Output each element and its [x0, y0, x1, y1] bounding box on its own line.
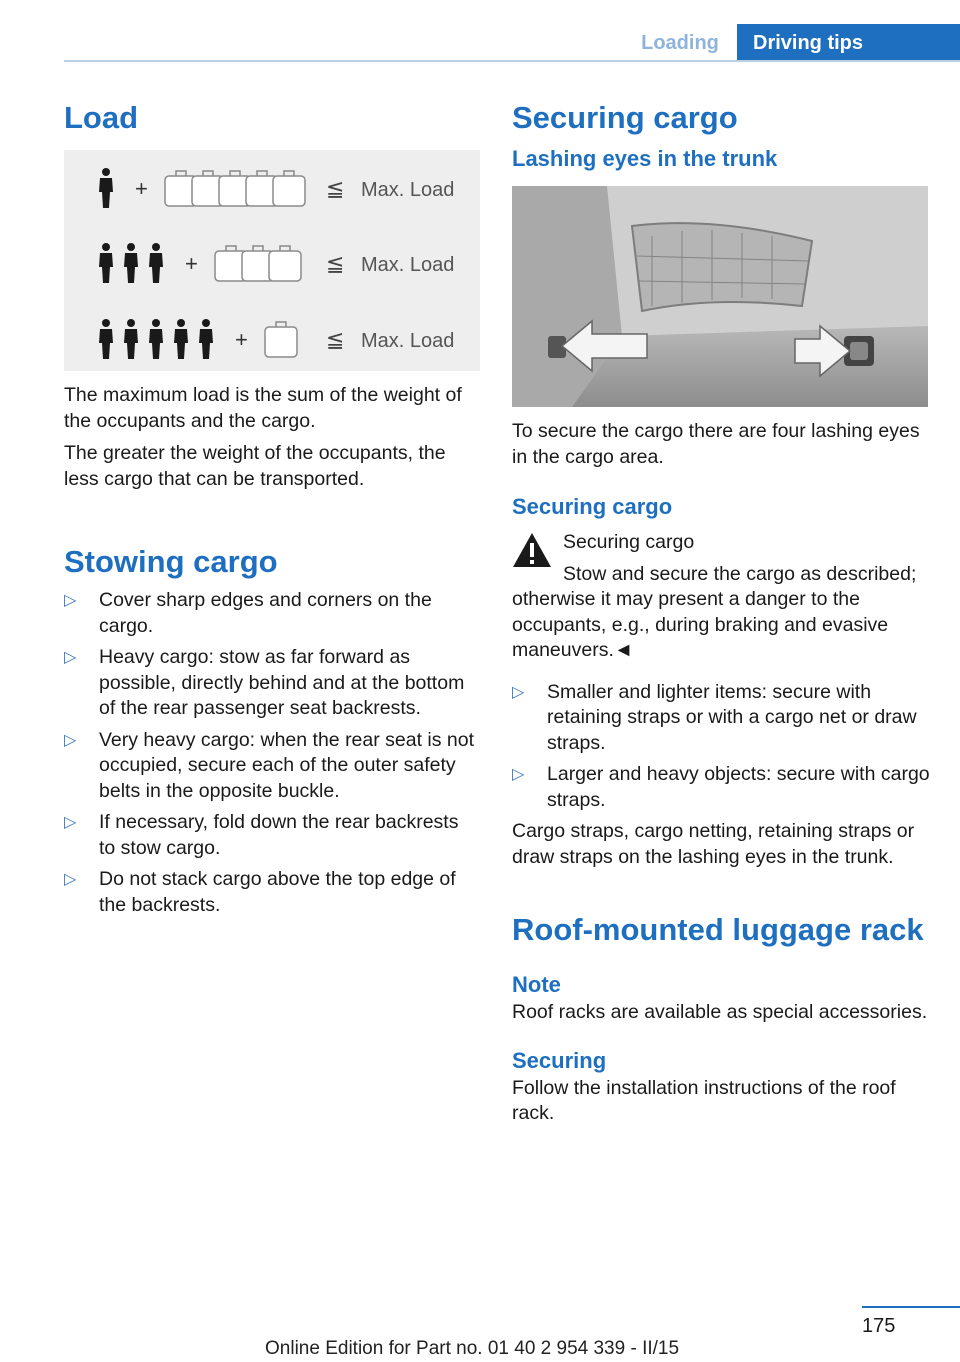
trunk-photo: [512, 186, 928, 407]
list-item: ▷ Very heavy cargo: when the rear seat is not occupied, secure each of the outer safety belts in the opposite buckle.: [64, 728, 475, 802]
note-paragraph: Roof racks are available as special accessories.: [512, 1001, 928, 1023]
suitcase-icon: [265, 322, 297, 357]
load-title: Load: [64, 100, 139, 135]
list-item: ▷ Cover sharp edges and corners on the cargo.: [64, 589, 432, 637]
person-icon: [174, 319, 188, 359]
person-icon: [124, 243, 138, 283]
leq-sign: ≦: [326, 328, 345, 353]
bullet-icon: ▷: [64, 814, 77, 831]
note-title: Note: [512, 972, 561, 997]
right-column: [512, 96, 932, 1127]
suitcase-icon: [269, 246, 301, 281]
bullet-icon: ▷: [512, 766, 525, 783]
tab-loading[interactable]: Loading: [641, 32, 719, 54]
roof-title: Roof-mounted luggage rack: [512, 912, 924, 947]
stowing-title: Stowing cargo: [64, 544, 278, 579]
bullet-icon: ▷: [64, 592, 77, 609]
edition-text: Online Edition for Part no. 01 40 2 954 339 - II/15: [265, 1338, 680, 1359]
suitcase-icon: [273, 171, 305, 206]
load-diagram: [64, 150, 480, 371]
max-load-label: Max. Load: [361, 330, 455, 352]
stowing-list: [64, 588, 480, 918]
bullet-icon: ▷: [64, 871, 77, 888]
plus-sign: +: [185, 251, 198, 276]
person-icon: [99, 319, 113, 359]
bullet-icon: ▷: [512, 683, 525, 701]
securing2-paragraph: Follow the installation instructions of the roof rack.: [512, 1076, 896, 1124]
securing-title: Securing cargo: [512, 100, 738, 135]
leq-sign: ≦: [326, 252, 345, 277]
person-icon: [199, 319, 213, 359]
list-item: ▷ Do not stack cargo above the top edge of the backrests.: [64, 868, 456, 916]
list-item: ▷ Smaller and lighter items: secure with retaining straps or with a cargo net or draw straps.: [512, 680, 917, 754]
load-figure: [64, 150, 480, 371]
list-item: ▷ Larger and heavy objects: secure with cargo straps.: [512, 763, 930, 811]
page-header: [0, 0, 960, 62]
page-number: 175: [862, 1315, 896, 1337]
left-column: [64, 96, 480, 924]
straps-paragraph: Cargo straps, cargo netting, retaining straps or draw straps on the lashing eyes in the trunk.: [512, 820, 915, 868]
person-icon: [99, 168, 113, 208]
load-paragraph-2: The greater the weight of the occupants, the less cargo that can be transported.: [64, 442, 446, 490]
warning-triangle-icon: [512, 532, 552, 568]
bullet-icon: ▷: [64, 649, 77, 666]
list-item: ▷ If necessary, fold down the rear backrests to stow cargo.: [64, 811, 459, 859]
max-load-label: Max. Load: [361, 254, 455, 276]
max-load-label: Max. Load: [361, 179, 455, 201]
person-icon: [149, 243, 163, 283]
bullet-icon: ▷: [64, 731, 77, 749]
person-icon: [149, 319, 163, 359]
lashing-title: Lashing eyes in the trunk: [512, 146, 778, 171]
plus-sign: +: [135, 176, 148, 201]
lashing-paragraph: To secure the cargo there are four lashing eyes in the cargo area.: [512, 420, 920, 468]
securing-list: [512, 680, 932, 814]
plus-sign: +: [235, 327, 248, 352]
warning-text: Stow and secure the cargo as described; otherwise it may present a danger to the occupants, e.g., during braking and evasive maneuvers.◄: [512, 562, 917, 661]
person-icon: [99, 243, 113, 283]
header-rule: [64, 60, 960, 62]
warning-block: [512, 530, 932, 556]
load-paragraph-1: The maximum load is the sum of the weight of the occupants and the cargo.: [64, 384, 462, 432]
securing-subtitle: Securing cargo: [512, 494, 673, 519]
warning-title: Securing cargo: [563, 531, 695, 553]
person-icon: [124, 319, 138, 359]
securing2-title: Securing: [512, 1047, 607, 1073]
leq-sign: ≦: [326, 177, 345, 202]
tab-driving-tips[interactable]: Driving tips: [737, 24, 960, 62]
list-item: ▷ Heavy cargo: stow as far forward as possible, directly behind and at the bottom of the rear passenger seat backrests.: [64, 646, 465, 719]
trunk-illustration: [512, 186, 928, 407]
footer-rule: [862, 1306, 960, 1308]
